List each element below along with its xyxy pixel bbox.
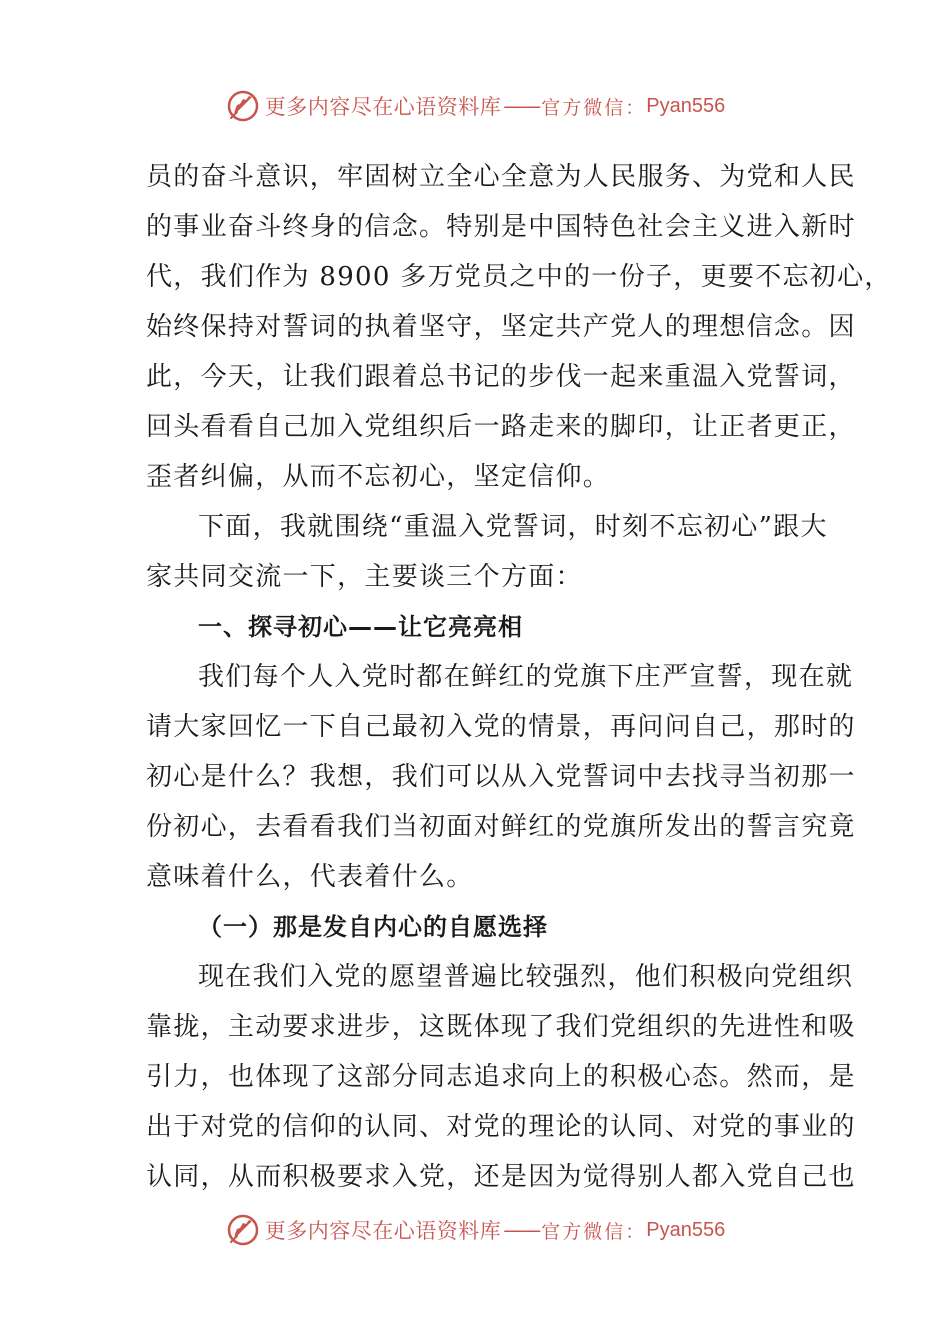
subsection-heading: （一）那是发自内心的自愿选择 [198, 913, 548, 941]
quill-logo-icon [225, 88, 261, 124]
banner-wechat-label: 官方微信： [541, 96, 647, 119]
text-line: 回头看看自己加入党组织后一路走来的脚印，让正者更正， [146, 412, 856, 442]
watermark-banner-bottom [0, 1210, 950, 1250]
text-line: 请大家回忆一下自己最初入党的情景，再问问自己，那时的 [146, 712, 856, 742]
text-line: 家共同交流一下，主要谈三个方面： [146, 562, 583, 592]
banner-wechat-id: Pyan556 [646, 1218, 726, 1241]
text-line: 此，今天，让我们跟着总书记的步伐一起来重温入党誓词， [146, 362, 856, 392]
banner-wechat-id: Pyan556 [646, 94, 726, 117]
banner-title: 更多内容尽在心语资料库 [264, 1219, 502, 1243]
text-line: 始终保持对誓词的执着坚守，坚定共产党人的理想信念。因 [146, 312, 856, 342]
text-line: 代，我们作为 8900 多万党员之中的一份子，更要不忘初心， [146, 262, 892, 292]
text-line: 歪者纠偏，从而不忘初心，坚定信仰。 [146, 462, 611, 492]
text-line: 初心是什么？我想，我们可以从入党誓词中去找寻当初那一 [146, 762, 856, 792]
banner-title: 更多内容尽在心语资料库 [264, 95, 502, 119]
quill-logo-icon [225, 1212, 261, 1248]
banner-separator: —— [503, 1218, 540, 1242]
watermark-banner-top [0, 86, 950, 126]
text-line: 引力，也体现了这部分同志追求向上的积极心态。然而，是 [146, 1062, 856, 1092]
paragraph-start: 现在我们入党的愿望普遍比较强烈，他们积极向党组织 [198, 962, 854, 992]
text-line: 意味着什么，代表着什么。 [146, 862, 474, 892]
paragraph-start: 我们每个人入党时都在鲜红的党旗下庄严宣誓，现在就 [198, 662, 854, 692]
text-line: 份初心，去看看我们当初面对鲜红的党旗所发出的誓言究竟 [146, 812, 856, 842]
text-line: 认同，从而积极要求入党，还是因为觉得别人都入党自己也 [146, 1162, 856, 1192]
banner-separator: —— [503, 94, 540, 118]
banner-wechat-label: 官方微信： [541, 1220, 647, 1243]
text-line: 员的奋斗意识，牢固树立全心全意为人民服务、为党和人民 [146, 162, 856, 192]
text-line: 出于对党的信仰的认同、对党的理论的认同、对党的事业的 [146, 1112, 856, 1142]
section-heading: 一、探寻初心——让它亮亮相 [198, 613, 523, 641]
paragraph-start: 下面，我就围绕“重温入党誓词，时刻不忘初心”跟大 [198, 512, 828, 542]
document-body [146, 152, 892, 1202]
text-line: 靠拢，主动要求进步，这既体现了我们党组织的先进性和吸 [146, 1012, 856, 1042]
text-line: 的事业奋斗终身的信念。特别是中国特色社会主义进入新时 [146, 212, 856, 242]
